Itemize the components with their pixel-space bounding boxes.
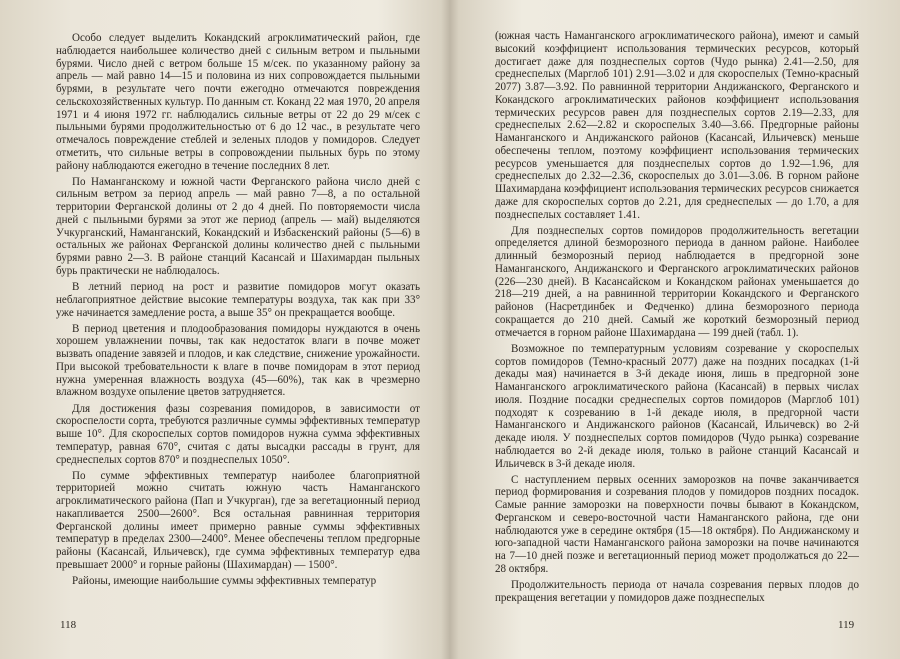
right-paragraph-3: С наступлением первых осенних заморозков на почве заканчивается период формирования и созревания плодов у помидоров поздних посадок. Самые ранние заморозки на поверхности почвы бывают в Кокандском, Ферганском и северо-восточной части Наманганского района, где они наблюдаются уже в середине октября (15—18 октября). По Андижанскому и юго-западной части Наманганского района заморозки на почве начинаются на 7—10 дней позже и вегетационный период может продолжаться до 22—28 октября.: [495, 473, 859, 575]
left-paragraph-3: В летний период на рост и развитие помидоров могут оказать неблагоприятное действие высокие температуры воздуха, так как при 33° уже начинается замедление роста, а выше 35° он прекращается вообще.: [56, 281, 420, 319]
left-paragraph-1: Особо следует выделить Кокандский агроклиматический район, где наблюдается наибольшее количество дней с сильным ветром и пыльными бурями. Число дней с ветром больше 15 м/сек. по указанному району за апрель — май равно 14—15 и половина из них сопровождается пыльными бурями, в результате чего почти ежегодно отмечаются повреждения сельскохозяйственных культур. По данным ст. Коканд 22 мая 1970, 20 апреля 1971 и 4 июня 1972 гг. наблюдались сильные ветры от 22 до 29 м/сек с пыльными бурями продолжительностью от 6 до 12 час., в результате чего отмечалось повреждение стеблей и зеленых плодов у помидоров. Следует отметить, что сильные ветры в сопровождении пыльных бурь по этому району наблюдаются ежегодно в течение последних 8 лет.: [56, 32, 420, 172]
left-paragraph-7: Районы, имеющие наибольшие суммы эффективных температур: [72, 575, 377, 588]
right-paragraph-2: Возможное по температурным условиям созревание у скороспелых сортов помидоров (Темно-красный 2077) даже на поздних посадках (1-й декады мая) начинается в 3-й декаде июня, лишь в предгорной зоне Наманганского агроклиматического района (Касансай) в первых числах июля. Поздние посадки среднеспелых сортов помидоров (Марглоб 101) подходят к созреванию в 1-й декаде июля, в предгорной части Наманганского и Андижанского районов (Касансай, Ильичевск) во 2-й декаде июля. У позднеспелых сортов помидоров (Чудо рынка) созревание наблюдается во 2-й декаде июля, только в районе станций Касансай и Ильичевск в 3-й декаде июля.: [495, 342, 859, 470]
left-paragraph-2: По Наманганскому и южной части Ферганского района число дней с сильным ветром за период апрель — май равно 7—8, а по остальной территории Ферганской долины от 2 до 4 дней. По повторяемости числа дней с пыльными бурями за этот же период (апрель — май) выделяются Учкурганский, Наманганский, Кокандский и Избаскенский районы (5—6) в остальных же районах Ферганской долины количество дней с пыльными бурями равно 2—3. В районе станций Касансай и Шахимардан пыльных бурь практически не наблюдалось.: [56, 175, 420, 277]
right-page: [495, 30, 859, 612]
right-paragraph-continuation: (южная часть Наманганского агроклиматического района), имеют и самый высокий коэффициент использования термических ресурсов, который достигает даже для позднеспелых сортов (Чудо рынка) 2.41—2.50, для среднеспелых (Марглоб 101) 2.91—3.02 и для скороспелых (Темно-красный 2077) 3.87—3.92. По равнинной территории Андижанского, Ферганского и Кокандского агроклиматических районов коэффициент использования термических ресурсов равен для позднеспелых сортов 2.19—2.33, для среднеспелых 2.62—2.82 и скороспелых 3.40—3.66. Предгорные районы Наманганского и Андижанского районов (Касансай, Ильичевск) меньше обеспечены теплом, поэтому коэффициент использования термических ресурсов уменьшается для позднеспелых сортов до 1.92—1.96, для среднеспелых до 2.32—2.36, скороспелых до 3.01—3.06. В горном районе Шахимардана коэффициент использования термических ресурсов снижается даже для скороспелых сортов до 2.21, для среднеспелых — до 1.70, а для позднеспелых составляет 1.41.: [495, 30, 859, 221]
left-page-number: 118: [60, 619, 77, 631]
left-page: [56, 32, 420, 614]
left-paragraph-5: Для достижения фазы созревания помидоров, в зависимости от скороспелости сорта, требуются различные суммы эффективных температур выше 10°. Для скороспелых сортов помидоров нужна сумма эффективных температур, равная 670°, считая с даты высадки рассады в грунт, для среднеспелых сортов 870° и позднеспелых 1050°.: [56, 402, 420, 466]
left-paragraph-4: В период цветения и плодообразования помидоры нуждаются в очень хорошем увлажнении почвы, так как недостаток влаги в почве может вызвать опадение завязей и плодов, и как следствие, снижение урожайности. При высокой требовательности к влаге в почве помидорам в этот период нужна умеренная влажность воздуха (45—60%), так как в чрезмерно влажном воздухе опыление цветов затрудняется.: [56, 322, 420, 399]
right-paragraph-4: Продолжительность периода от начала созревания первых плодов до прекращения вегетации у помидоров даже позднеспелых: [495, 579, 859, 604]
left-paragraph-6: По сумме эффективных температур наиболее благоприятной территорией можно считать южную часть Наманганского агроклиматического района (Пап и Учкурган), где за вегетационный период накапливается 2500—2600°. Вся остальная равнинная территория Ферганской долины имеет примерно равные суммы эффективных температур в пределах 2300—2400°. Менее обеспечены теплом предгорные районы (Касансай, Ильичевск), где сумма эффективных температур едва превышает 2000° и горные районы (Шахимардан) — 1500°.: [56, 469, 420, 571]
right-paragraph-1: Для позднеспелых сортов помидоров продолжительность вегетации определяется длиной безморозного периода в данном районе. Наиболее длинный безморозный период наблюдается в предгорной зоне Наманганского, Андижанского и Ферганского агроклиматических районов (226—230 дней). В Касансайском и Кокандском районах уменьшается до 218—219 дней, а на равнинной территории Кокандского и Ферганского районов (Насретдинбек и Федченко) длина безморозного периода сокращается до 210 дней. Самый же короткий безморозный период отмечается в горном районе Шахимардана — 199 дней (табл. 1).: [495, 224, 859, 339]
right-page-number: 119: [838, 619, 855, 631]
